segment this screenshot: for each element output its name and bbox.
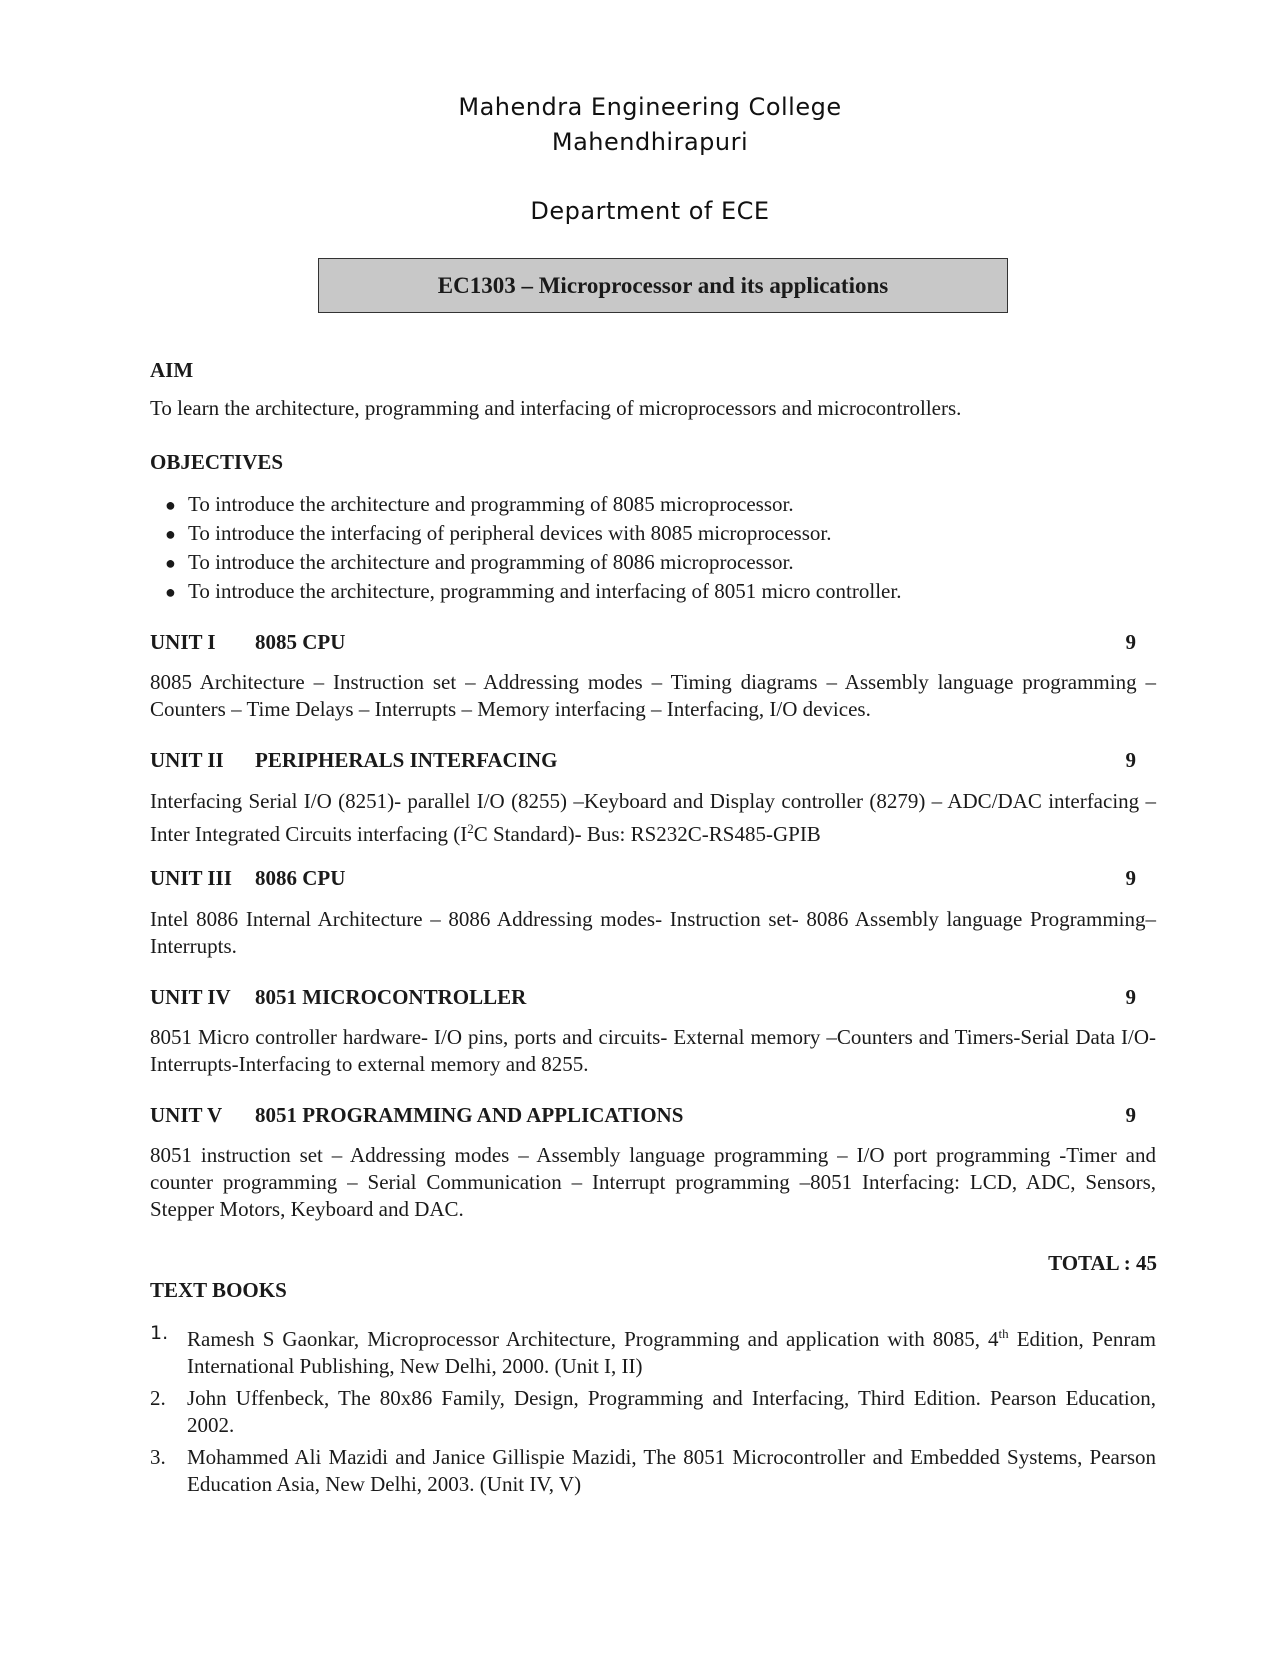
book-citation-part: Edition, Penram International Publishing, New Delhi, 2000. (Unit I, II) <box>187 1327 1156 1378</box>
objectives-heading: OBJECTIVES <box>150 450 284 474</box>
bullet-icon: ● <box>165 553 176 573</box>
college-name: Mahendra Engineering College <box>458 93 842 121</box>
objective-text: To introduce the architecture and programming of 8086 microprocessor. <box>188 550 794 574</box>
aim-heading: AIM <box>150 358 194 382</box>
bullet-icon: ● <box>165 524 176 544</box>
objective-text: To introduce the architecture and programming of 8085 microprocessor. <box>188 492 794 516</box>
text-book-item <box>150 1444 1156 1498</box>
unit-hours: 9 <box>1125 1103 1136 1127</box>
unit-hours: 9 <box>1125 630 1136 654</box>
unit-3-heading <box>150 866 1136 891</box>
book-citation <box>187 1320 1156 1380</box>
unit-2-text-part: Interfacing Serial I/O (8251)- parallel I/O (8255) –Keyboard and Display controller (8279) – ADC/DAC interfacing – Inter Integrated Circuits interfacing (I <box>150 789 1156 846</box>
objective-item <box>165 490 901 519</box>
book-number: 1. <box>150 1322 169 1344</box>
unit-number: UNIT IV <box>150 985 231 1009</box>
unit-5-heading <box>150 1103 1136 1128</box>
objective-item <box>165 519 901 548</box>
objective-item <box>165 577 901 606</box>
unit-title: 8051 MICROCONTROLLER <box>255 985 527 1009</box>
unit-title: 8085 CPU <box>255 630 346 654</box>
book-citation: Mohammed Ali Mazidi and Janice Gillispie Mazidi, The 8051 Microcontroller and Embedded Systems, Pearson Education Asia, New Delhi, 2003. (Unit IV, V) <box>187 1445 1156 1496</box>
unit-2-superscript: 2 <box>467 821 474 836</box>
unit-title: PERIPHERALS INTERFACING <box>255 748 558 772</box>
unit-1-content: 8085 Architecture – Instruction set – Addressing modes – Timing diagrams – Assembly language programming – Counters – Time Delays – Interrupts – Memory interfacing – Interfacing, I/O devices. <box>150 670 1156 721</box>
unit-4-content: 8051 Micro controller hardware- I/O pins, ports and circuits- External memory –Counters and Timers-Serial Data I/O- Interrupts-Interfacing to external memory and 8255. <box>150 1025 1156 1076</box>
unit-3-content: Intel 8086 Internal Architecture – 8086 Addressing modes- Instruction set- 8086 Assembly language Programming–Interrupts. <box>150 907 1156 958</box>
book-superscript: th <box>998 1326 1009 1341</box>
unit-1-heading <box>150 630 1136 655</box>
unit-5-content: 8051 instruction set – Addressing modes – Assembly language programming – I/O port programming -Timer and counter programming – Serial Communication – Interrupt programming –8051 Interfacing: LCD, ADC, Sensors, Stepper Motors, Keyboard and DAC. <box>150 1143 1156 1221</box>
department-name: Department of ECE <box>530 197 770 225</box>
objectives-list <box>165 490 901 606</box>
bullet-icon: ● <box>165 582 176 602</box>
course-title: EC1303 – Microprocessor and its applications <box>437 272 889 298</box>
unit-2-text-part: C Standard)- Bus: RS232C-RS485-GPIB <box>473 822 821 846</box>
unit-hours: 9 <box>1125 748 1136 772</box>
book-number: 2. <box>150 1386 166 1410</box>
unit-number: UNIT V <box>150 1103 223 1127</box>
unit-title: 8086 CPU <box>255 866 346 890</box>
unit-2-heading <box>150 748 1136 773</box>
unit-hours: 9 <box>1125 866 1136 890</box>
total-hours: TOTAL : 45 <box>1048 1251 1157 1275</box>
text-book-item <box>150 1320 1156 1380</box>
text-books-heading: TEXT BOOKS <box>150 1278 287 1302</box>
objective-item <box>165 548 901 577</box>
unit-hours: 9 <box>1125 985 1136 1009</box>
bullet-icon: ● <box>165 495 176 515</box>
book-number: 3. <box>150 1445 166 1469</box>
text-books-list <box>150 1320 1156 1503</box>
objective-text: To introduce the architecture, programming and interfacing of 8051 micro controller. <box>188 579 902 603</box>
unit-number: UNIT I <box>150 630 216 654</box>
course-title-box <box>318 258 1008 313</box>
unit-number: UNIT II <box>150 748 224 772</box>
unit-title: 8051 PROGRAMMING AND APPLICATIONS <box>255 1103 684 1127</box>
book-citation-part: Ramesh S Gaonkar, Microprocessor Architecture, Programming and application with 8085, 4 <box>187 1327 999 1351</box>
aim-text: To learn the architecture, programming and interfacing of microprocessors and microcontrollers. <box>150 396 962 420</box>
text-book-item <box>150 1385 1156 1439</box>
unit-number: UNIT III <box>150 866 232 890</box>
unit-2-content <box>150 788 1156 848</box>
objective-text: To introduce the interfacing of peripheral devices with 8085 microprocessor. <box>188 521 832 545</box>
college-location: Mahendhirapuri <box>551 128 749 156</box>
unit-4-heading <box>150 985 1136 1010</box>
book-citation: John Uffenbeck, The 80x86 Family, Design, Programming and Interfacing, Third Edition. Pearson Education, 2002. <box>187 1386 1156 1437</box>
